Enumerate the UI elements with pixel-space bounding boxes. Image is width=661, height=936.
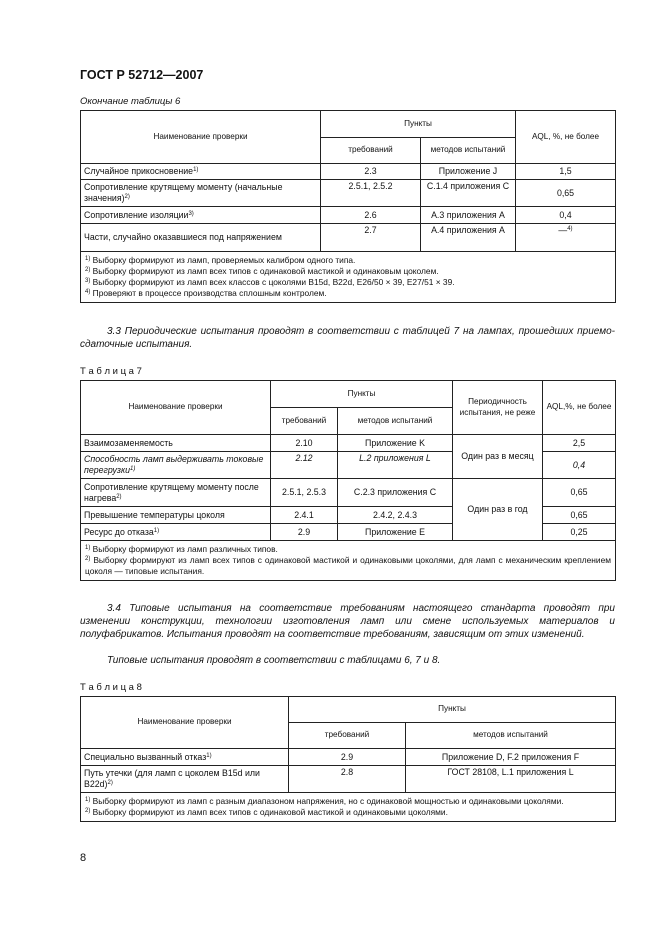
table-row: Способность ламп выдерживать токовые перегрузки$^{1)}$ 2.12 L.2 приложения L 0,4: [81, 452, 616, 479]
t8-head-points: Пункты: [289, 697, 616, 723]
table7-caption: Т а б л и ц а 7: [80, 366, 142, 377]
paragraph-3-4-tables: Типовые испытания проводят в соответствии с таблицами 6, 7 и 8.: [107, 655, 441, 666]
t7-head-period: Периодичность испытания, не реже: [453, 381, 543, 435]
t6-head-name: Наименование проверки: [81, 111, 321, 164]
document-header: ГОСТ Р 52712—2007: [80, 68, 204, 82]
t8-head-name: Наименование проверки: [81, 697, 289, 749]
table-row: Части, случайно оказавшиеся под напряжением 2.7 А.4 приложения А —$^{4)}$: [81, 224, 616, 252]
table-row: Сопротивление изоляции$^{3)}$ 2.6 А.3 приложения А 0,4: [81, 207, 616, 224]
t6-head-req: требований: [321, 138, 421, 164]
period-year: Один раз в год: [453, 479, 543, 541]
paragraph-3-3: 3.3 Периодические испытания проводят в соответствии с таблицей 7 на лампах, прошедших приемо-сдаточные испытания.: [80, 326, 615, 350]
table-row: Взаимозаменяемость 2.10 Приложение K Один раз в месяц 2,5: [81, 435, 616, 452]
t8-head-methods: методов испытаний: [406, 723, 616, 749]
table-row: Случайное прикосновение$^{1)}$ 2.3 Приложение J 1,5: [81, 164, 616, 180]
t7-head-name: Наименование проверки: [81, 381, 271, 435]
table-row: Специально вызванный отказ$^{1)}$ 2.9 Приложение D, F.2 приложения F: [81, 749, 616, 766]
t7-head-aql: AQL,%, не более: [543, 381, 616, 435]
table-row: Сопротивление крутящему моменту после нагрева$^{2)}$ 2.5.1, 2.5.3 С.2.3 приложения С Один раз в год 0,65: [81, 479, 616, 507]
t7-head-points: Пункты: [271, 381, 453, 408]
table-8: [80, 696, 616, 822]
table-7: [80, 380, 616, 581]
t6-head-aql: AQL, %, не более: [516, 111, 616, 164]
t6-head-methods: методов испытаний: [421, 138, 516, 164]
table6-notes: $^{1)}$ Выборку формируют из ламп, проверяемых калибром одного типа. $^{2)}$ Выборку формируют из ламп всех типов с одинаковой мастикой и одинаковым цоколем. $^{3)}$ Выборку формируют из ламп всех классов с цоколями B15d, B22d, E26/50 × 39, E27/51 × 39. $^{4)}$ Проверяют в процессе производства сплошным контролем.: [81, 252, 616, 303]
table6-caption: Окончание таблицы 6: [80, 96, 181, 107]
page-number: 8: [80, 852, 87, 864]
table8-caption: Т а б л и ц а 8: [80, 682, 142, 693]
t7-head-methods: методов испытаний: [338, 408, 453, 435]
t6-head-points: Пункты: [321, 111, 516, 138]
paragraph-3-4: 3.4 Типовые испытания на соответствие требованиям настоящего стандарта проводят при изменении конструкции, технологии изготовления ламп или смене используемых материалов и полуфабрикатов. Испытания проводят на соответствие требованиям, зависящим от этих изменений.: [80, 603, 615, 640]
t8-head-req: требований: [289, 723, 406, 749]
table-row: Сопротивление крутящему моменту (начальные значения)$^{2)}$ 2.5.1, 2.5.2 С.1.4 приложения С 0,65: [81, 180, 616, 207]
table-row: Путь утечки (для ламп с цоколем B15d или B22d)$^{2)}$ 2.8 ГОСТ 28108, L.1 приложения L: [81, 766, 616, 793]
table8-notes: $^{1)}$ Выборку формируют из ламп с разным диапазоном напряжения, но с одинаковой мощностью и одинаковыми цоколями. $^{2)}$ Выборку формируют из ламп всех типов с одинаковой мастикой и одинаковыми цоколями.: [81, 793, 616, 822]
table-row: Превышение температуры цоколя 2.4.1 2.4.2, 2.4.3 0,65: [81, 507, 616, 524]
period-month: Один раз в месяц: [453, 435, 543, 479]
t7-head-req: требований: [271, 408, 338, 435]
table-6: [80, 110, 616, 303]
table7-notes: $^{1)}$ Выборку формируют из ламп различных типов. $^{2)}$ Выборку формируют из ламп всех типов с одинаковой мастикой и одинаковыми цоколями, для ламп с механическим креплением цоколя — типовые испытания.: [81, 541, 616, 581]
table-row: Ресурс до отказа$^{1)}$ 2.9 Приложение E 0,25: [81, 524, 616, 541]
